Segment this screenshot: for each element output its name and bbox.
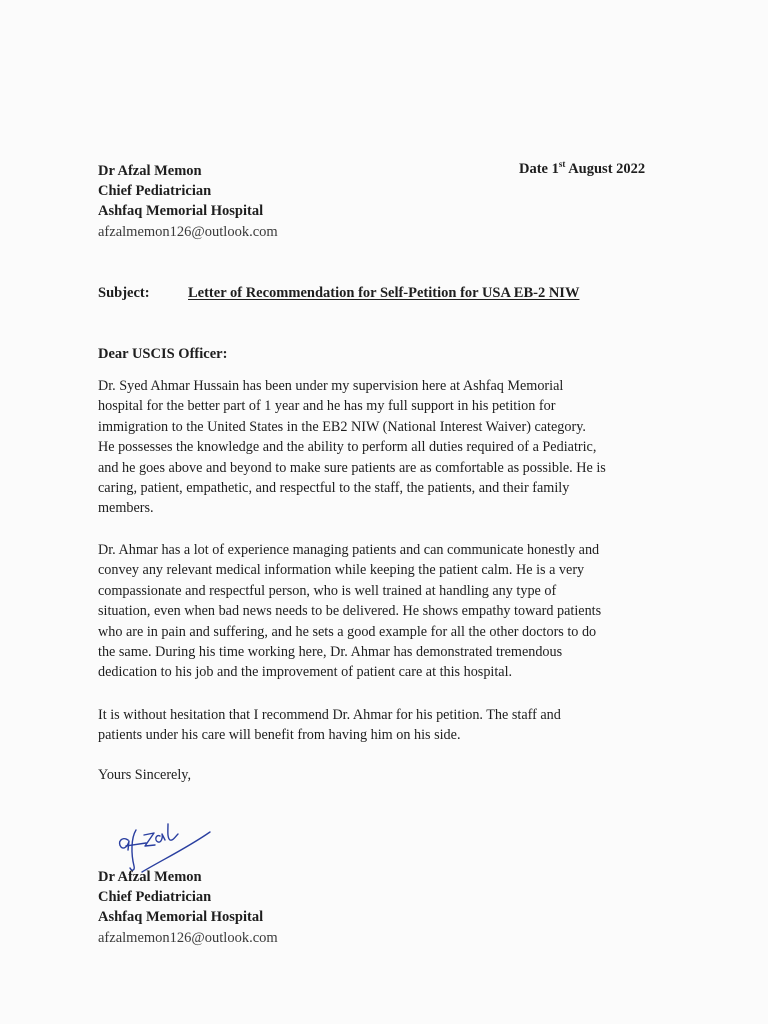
paragraph-line: dedication to his job and the improvement of patient care at this hospital. [98,664,513,681]
paragraph-line: the same. During his time working here, Dr. Ahmar has demonstrated tremendous [98,644,563,661]
signatory-hospital: Ashfaq Memorial Hospital [98,909,264,925]
paragraph-line: convey any relevant medical information while keeping the patient calm. He is a very [98,562,585,579]
paragraph-line: It is without hesitation that I recommend Dr. Ahmar for his petition. The staff and [98,707,561,723]
signatory-name: Dr Afzal Memon [98,869,202,885]
date-rest: August 2022 [565,161,646,177]
date-ordinal: st [558,159,566,169]
signatory-email: afzalmemon126@outlook.com [98,930,278,946]
signatory-title: Chief Pediatrician [98,889,212,905]
paragraph-line: Dr. Syed Ahmar Hussain has been under my supervision here at Ashfaq Memorial [98,378,564,394]
paragraph-line: hospital for the better part of 1 year and he has my full support in his petition for [98,398,556,415]
sender-email: afzalmemon126@outlook.com [98,224,278,240]
sender-name: Dr Afzal Memon [98,163,202,179]
paragraph-line: who are in pain and suffering, and he sets a good example for all the other doctors to do [98,623,597,640]
paragraph-line: patients under his care will benefit from having him on his side. [98,727,461,744]
body-paragraph-2 [98,540,688,683]
subject-label: Subject: [98,285,150,301]
paragraph-line: He possesses the knowledge and the ability to perform all duties required of a Pediatric, [98,439,597,456]
paragraph-line: members. [98,500,154,517]
paragraph-line: compassionate and respectful person, who is well trained at handling any type of [98,582,557,599]
salutation: Dear USCIS Officer: [98,346,228,362]
letter-date [519,159,645,179]
date-prefix: Date 1 [519,161,559,177]
closing: Yours Sincerely, [98,767,192,783]
sender-title: Chief Pediatrician [98,183,212,199]
paragraph-line: Dr. Ahmar has a lot of experience managing patients and can communicate honestly and [98,542,600,558]
body-paragraph-1 [98,376,688,519]
paragraph-line: caring, patient, empathetic, and respectful to the staff, the patients, and their family [98,480,570,497]
paragraph-line: situation, even when bad news needs to be delivered. He shows empathy toward patients [98,603,602,620]
sender-hospital: Ashfaq Memorial Hospital [98,203,264,219]
paragraph-line: and he goes above and beyond to make sure patients are as comfortable as possible. He is [98,459,606,476]
paragraph-line: immigration to the United States in the EB2 NIW (National Interest Waiver) category. [98,418,586,435]
subject-text: Letter of Recommendation for Self-Petition for USA EB-2 NIW [188,285,580,301]
body-paragraph-3 [98,705,688,746]
